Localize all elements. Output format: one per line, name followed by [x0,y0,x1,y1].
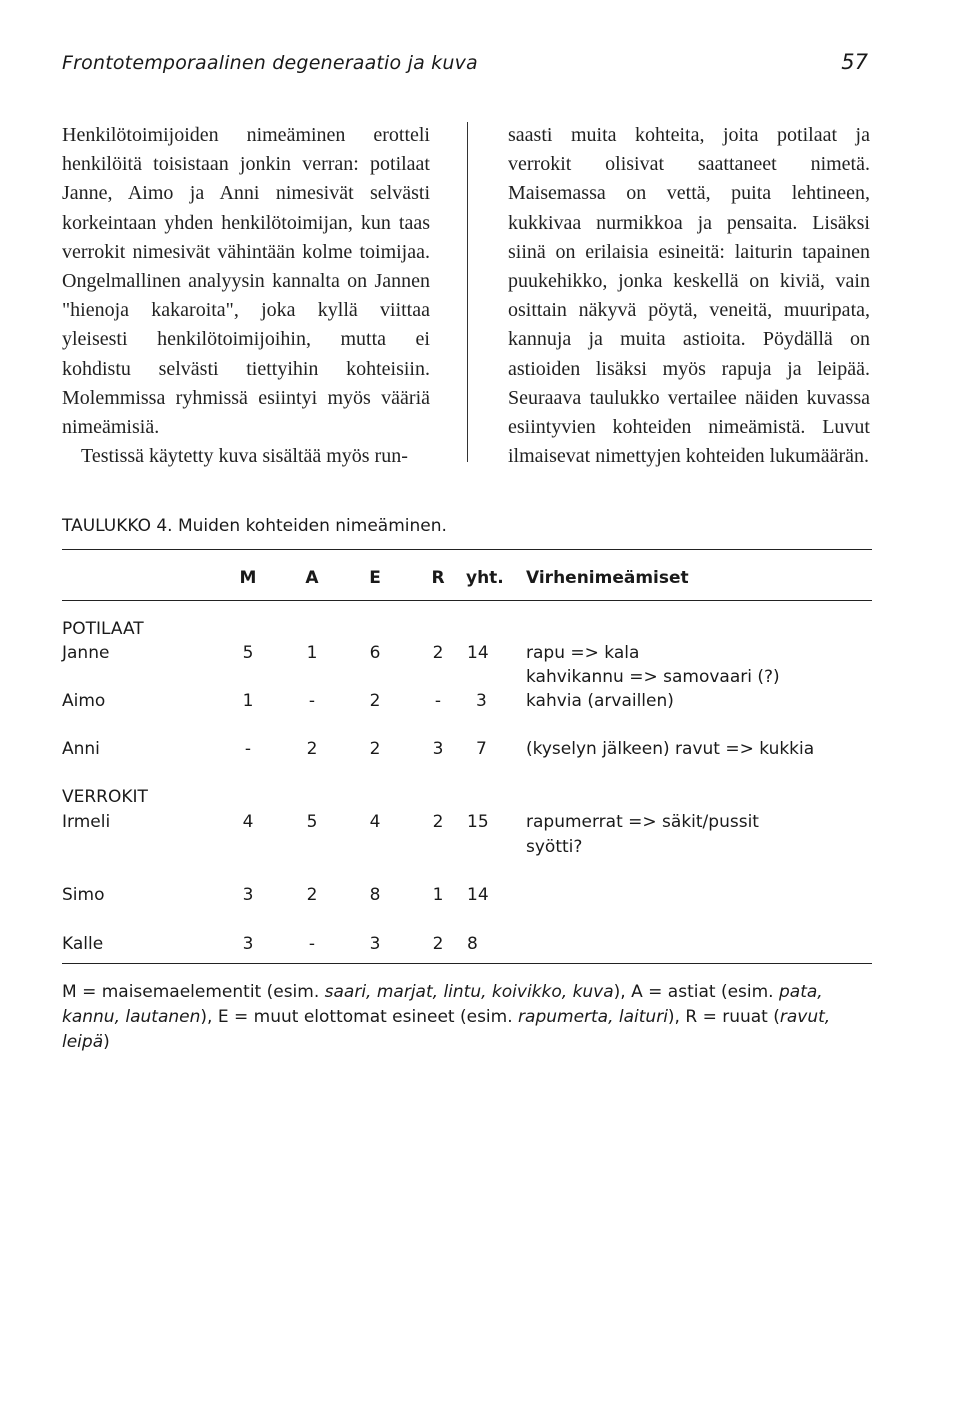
cell-e: 6 [369,643,381,663]
cell-error: kahvia (arvaillen) [526,691,674,711]
paragraph-person-naming: Henkilötoimijoiden nimeäminen erotteli henkilöitä toisistaan jonkin verran: potilaat Janne, Aimo ja Anni nimesivät selvästi korkeintaan yhden henkilötoimijan, kun taas verrokit nimesivät vähintään kolme toimijaa. Ongelmallinen analyysin kannalta on Jannen "hienoja kakaroita", joka kyllä viittaa yleisesti henkilötoimijoihin, mutta ei kohdistu selvästi tiettyihin kohteisiin. Molemmissa ryhmissä esiintyi myös vääriä nimeämisiä. [62,124,430,439]
table-header-rule [62,600,872,601]
cell-m: 3 [242,885,254,905]
table-bottom-rule [62,963,872,964]
row-name: Janne [62,643,110,663]
table-footnote: M = maisemaelementit (esim. saari, marjat, lintu, koivikko, kuva), A = astiat (esim. pata, kannu, lautanen), E = muut elottomat esineet (esim. rapumerta, laituri), R = ruuat (ravut, leipä) [62,982,831,1052]
cell-error: (kyselyn jälkeen) ravut => kukkia [526,739,815,759]
paragraph-other-objects-cont: saasti muita kohteita, joita potilaat ja verrokit olisivat saattaneet nimetä. Maisemassa on vettä, puita lehtineen, kukkivaa nurmikkoa ja pensaita. Lisäksi siinä on erilaisia esineitä: laiturin tapainen puukehikko, jonka keskellä on kiviä, vain osittain näkyvä pöytä, veneitä, muuripata, kannuja ja muita astioita. Pöydällä on astioiden lisäksi myös rapuja ja leipää. Seuraava taulukko vertailee näiden kuvassa esiintyvien kohteiden nimeämistä. Luvut ilmaisevat nimettyjen kohteiden lukumäärän. [508,124,870,468]
cell-total: 15 [467,812,489,832]
cell-total: 14 [467,885,489,905]
table-caption: TAULUKKO 4. Muiden kohteiden nimeäminen. [62,516,447,536]
cell-error: rapu => kala [526,643,640,663]
cell-error: kahvikannu => samovaari (?) [526,667,780,687]
cell-a: - [308,691,316,711]
cell-r: 1 [432,885,444,905]
running-header-title: Frontotemporaalinen degeneraatio ja kuva [62,52,478,74]
row-name: Irmeli [62,812,111,832]
column-divider [467,122,468,462]
cell-a: 2 [306,885,318,905]
row-name: Simo [62,885,105,905]
cell-r: 3 [432,739,444,759]
right-column [508,121,870,471]
cell-e: 2 [369,691,381,711]
cell-e: 4 [369,812,381,832]
row-name: Aimo [62,691,106,711]
paragraph-other-objects-start: Testissä käytetty kuva sisältää myös run- [81,445,408,468]
cell-m: 4 [242,812,254,832]
left-column [62,121,430,471]
header-a: A [305,568,319,588]
cell-r: 2 [432,643,444,663]
cell-total: 8 [467,934,478,954]
cell-total: 7 [476,739,487,759]
page-number: 57 [841,50,868,74]
cell-a: 1 [306,643,318,663]
header-m: M [239,568,257,588]
cell-r: - [434,691,442,711]
cell-m: 3 [242,934,254,954]
row-name: Anni [62,739,100,759]
cell-r: 2 [432,934,444,954]
cell-m: 1 [242,691,254,711]
header-r: R [431,568,445,588]
table-top-rule [62,549,872,550]
cell-a: 5 [306,812,318,832]
group-label-controls: VERROKIT [62,787,148,807]
header-e: E [369,568,381,588]
cell-a: 2 [306,739,318,759]
header-errors: Virhenimeämiset [526,568,689,588]
cell-error: syötti? [526,837,583,857]
cell-a: - [308,934,316,954]
cell-total: 14 [467,643,489,663]
cell-error: rapumerrat => säkit/pussit [526,812,759,832]
group-label-patients: POTILAAT [62,619,144,639]
cell-e: 8 [369,885,381,905]
cell-e: 2 [369,739,381,759]
cell-m: - [244,739,252,759]
header-total: yht. [466,568,504,588]
cell-e: 3 [369,934,381,954]
cell-m: 5 [242,643,254,663]
cell-total: 3 [476,691,487,711]
cell-r: 2 [432,812,444,832]
row-name: Kalle [62,934,104,954]
